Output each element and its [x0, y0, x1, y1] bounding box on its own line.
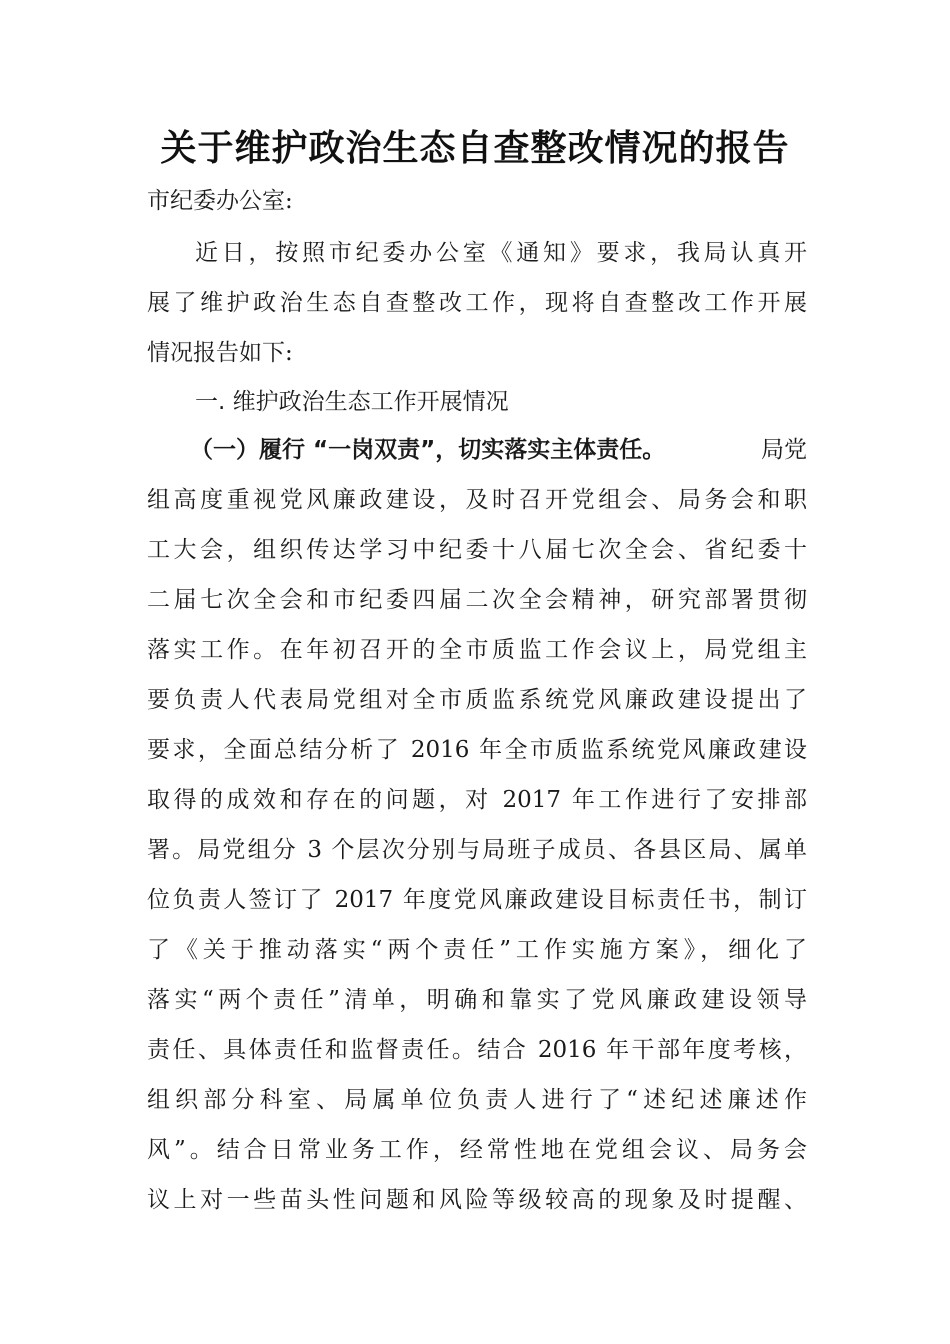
intro-line: 展了维护政治生态自查整改工作，现将自查整改工作开展 — [147, 290, 807, 316]
body-line: 取得的成效和存在的问题，对 2017 年工作进行了安排部 — [147, 787, 807, 813]
body-line: 二届七次全会和市纪委四届二次全会精神，研究部署贯彻 — [147, 587, 807, 613]
subsection-first-line-rest: 局党 — [761, 437, 807, 463]
body-line: 要负责人代表局党组对全市质监系统党风廉政建设提出了 — [147, 687, 807, 713]
body-line: 署。局党组分 3 个层次分别与局班子成员、各县区局、属单 — [147, 837, 807, 863]
document-title: 关于维护政治生态自查整改情况的报告 — [160, 127, 790, 169]
body-line: 组织部分科室、局属单位负责人进行了“述纪述廉述作 — [147, 1087, 807, 1113]
body-line: 责任、具体责任和监督责任。结合 2016 年干部年度考核， — [147, 1037, 807, 1063]
salutation: 市纪委办公室: — [147, 188, 293, 214]
subsection-first-line — [190, 425, 807, 475]
body-line: 议上对一些苗头性问题和风险等级较高的现象及时提醒、 — [147, 1187, 807, 1213]
body-line: 落实“两个责任”清单，明确和靠实了党风廉政建设领导 — [147, 987, 807, 1013]
body-line: 位负责人签订了 2017 年度党风廉政建设目标责任书，制订 — [147, 887, 807, 913]
intro-line: 近日，按照市纪委办公室《通知》要求，我局认真开 — [195, 240, 807, 266]
subsection-lead: （一）履行 “一岗双责”，切实落实主体责任。 — [190, 437, 666, 463]
body-line: 了《关于推动落实“两个责任”工作实施方案》，细化了 — [147, 937, 807, 963]
section-heading: 一. 维护政治生态工作开展情况 — [195, 389, 509, 415]
body-line: 落实工作。在年初召开的全市质监工作会议上，局党组主 — [147, 637, 807, 663]
body-line: 工大会，组织传达学习中纪委十八届七次全会、省纪委十 — [147, 537, 807, 563]
body-line: 要求，全面总结分析了 2016 年全市质监系统党风廉政建设 — [147, 737, 807, 763]
body-line: 风”。结合日常业务工作，经常性地在党组会议、局务会 — [147, 1137, 807, 1163]
intro-line: 情况报告如下: — [147, 340, 293, 366]
body-line: 组高度重视党风廉政建设，及时召开党组会、局务会和职 — [147, 487, 807, 513]
